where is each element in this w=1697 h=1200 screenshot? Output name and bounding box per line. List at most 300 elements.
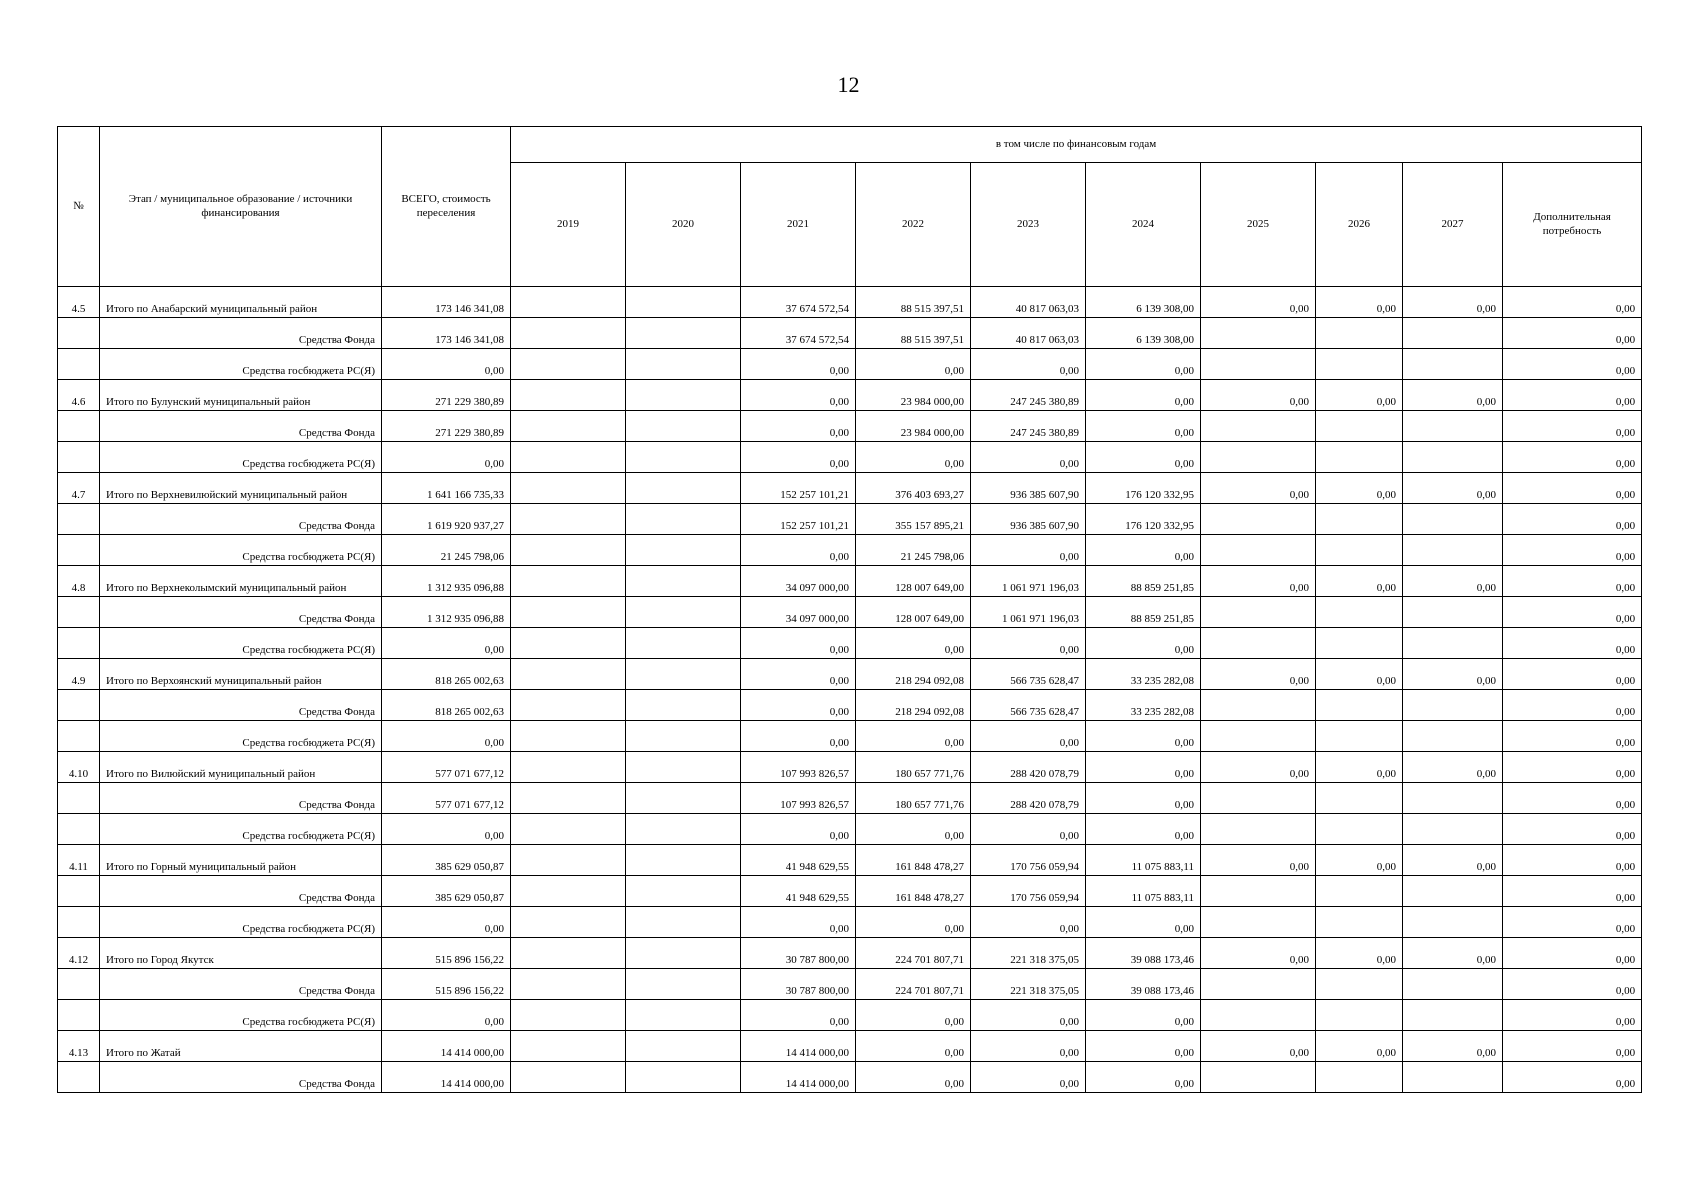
district-total-label: Итого по Город Якутск	[100, 938, 382, 969]
year-value-cell	[626, 411, 741, 442]
table-row	[58, 1062, 1642, 1093]
year-value-cell: 247 245 380,89	[971, 411, 1086, 442]
year-value-cell: 88 515 397,51	[856, 287, 971, 318]
funding-source-label: Средства госбюджета РС(Я)	[100, 349, 382, 380]
year-value-cell	[511, 380, 626, 411]
table-row	[58, 473, 1642, 504]
total-cost-cell: 271 229 380,89	[382, 411, 511, 442]
year-value-cell: 218 294 092,08	[856, 659, 971, 690]
year-value-cell	[626, 1062, 741, 1093]
total-cost-cell: 0,00	[382, 721, 511, 752]
year-value-cell	[626, 380, 741, 411]
year-value-cell: 0,00	[1316, 752, 1403, 783]
year-value-cell: 107 993 826,57	[741, 783, 856, 814]
header-year: 2021	[741, 163, 856, 287]
year-value-cell	[511, 1031, 626, 1062]
funding-source-label: Средства госбюджета РС(Я)	[100, 628, 382, 659]
row-number	[58, 721, 100, 752]
row-number: 4.12	[58, 938, 100, 969]
year-value-cell: 0,00	[1316, 938, 1403, 969]
year-value-cell: 0,00	[741, 380, 856, 411]
funding-source-label: Средства Фонда	[100, 1062, 382, 1093]
year-value-cell	[626, 1031, 741, 1062]
funding-source-label: Средства госбюджета РС(Я)	[100, 907, 382, 938]
row-number: 4.11	[58, 845, 100, 876]
year-value-cell: 0,00	[1503, 907, 1642, 938]
year-value-cell: 0,00	[1403, 566, 1503, 597]
year-value-cell: 6 139 308,00	[1086, 287, 1201, 318]
row-number	[58, 1000, 100, 1031]
year-value-cell	[1403, 783, 1503, 814]
year-value-cell	[626, 969, 741, 1000]
year-value-cell: 1 061 971 196,03	[971, 597, 1086, 628]
total-cost-cell: 14 414 000,00	[382, 1062, 511, 1093]
year-value-cell	[1316, 690, 1403, 721]
row-number	[58, 814, 100, 845]
year-value-cell	[626, 845, 741, 876]
year-value-cell	[511, 969, 626, 1000]
row-number	[58, 876, 100, 907]
year-value-cell: 0,00	[856, 628, 971, 659]
total-cost-cell: 271 229 380,89	[382, 380, 511, 411]
table-row	[58, 659, 1642, 690]
year-value-cell: 0,00	[1201, 1031, 1316, 1062]
year-value-cell: 0,00	[1201, 938, 1316, 969]
year-value-cell: 88 515 397,51	[856, 318, 971, 349]
total-cost-cell: 1 312 935 096,88	[382, 566, 511, 597]
year-value-cell: 0,00	[1503, 938, 1642, 969]
district-total-label: Итого по Вилюйский муниципальный район	[100, 752, 382, 783]
table-row	[58, 318, 1642, 349]
year-value-cell: 170 756 059,94	[971, 845, 1086, 876]
year-value-cell: 0,00	[741, 628, 856, 659]
row-number	[58, 318, 100, 349]
year-value-cell	[626, 535, 741, 566]
year-value-cell: 0,00	[1503, 845, 1642, 876]
year-value-cell: 0,00	[1503, 566, 1642, 597]
year-value-cell: 0,00	[1403, 473, 1503, 504]
year-value-cell: 0,00	[1086, 814, 1201, 845]
year-value-cell: 224 701 807,71	[856, 938, 971, 969]
table-row	[58, 907, 1642, 938]
year-value-cell	[1316, 504, 1403, 535]
year-value-cell	[626, 814, 741, 845]
year-value-cell: 0,00	[1086, 1031, 1201, 1062]
year-value-cell: 0,00	[1086, 1062, 1201, 1093]
header-year: 2022	[856, 163, 971, 287]
year-value-cell: 0,00	[1086, 349, 1201, 380]
year-value-cell	[511, 783, 626, 814]
header-number: №	[58, 127, 100, 287]
year-value-cell: 0,00	[971, 907, 1086, 938]
row-number	[58, 690, 100, 721]
year-value-cell: 88 859 251,85	[1086, 566, 1201, 597]
year-value-cell	[1201, 690, 1316, 721]
year-value-cell	[1403, 969, 1503, 1000]
year-value-cell	[511, 907, 626, 938]
year-value-cell: 288 420 078,79	[971, 752, 1086, 783]
year-value-cell	[626, 349, 741, 380]
total-cost-cell: 1 641 166 735,33	[382, 473, 511, 504]
total-cost-cell: 515 896 156,22	[382, 969, 511, 1000]
year-value-cell: 0,00	[741, 907, 856, 938]
year-value-cell	[1403, 814, 1503, 845]
total-cost-cell: 173 146 341,08	[382, 287, 511, 318]
year-value-cell: 1 061 971 196,03	[971, 566, 1086, 597]
year-value-cell: 0,00	[971, 1031, 1086, 1062]
year-value-cell: 0,00	[1503, 380, 1642, 411]
year-value-cell	[1316, 783, 1403, 814]
table-row	[58, 1031, 1642, 1062]
year-value-cell	[511, 1000, 626, 1031]
year-value-cell: 376 403 693,27	[856, 473, 971, 504]
year-value-cell: 0,00	[1403, 752, 1503, 783]
header-years-group: в том числе по финансовым годам	[511, 127, 1642, 163]
table-row	[58, 504, 1642, 535]
table-row	[58, 690, 1642, 721]
year-value-cell	[1201, 783, 1316, 814]
year-value-cell: 0,00	[1201, 566, 1316, 597]
year-value-cell: 0,00	[1316, 287, 1403, 318]
total-cost-cell: 1 312 935 096,88	[382, 597, 511, 628]
total-cost-cell: 0,00	[382, 907, 511, 938]
year-value-cell: 221 318 375,05	[971, 969, 1086, 1000]
year-value-cell: 0,00	[1403, 380, 1503, 411]
year-value-cell: 566 735 628,47	[971, 659, 1086, 690]
year-value-cell: 0,00	[1201, 380, 1316, 411]
year-value-cell: 14 414 000,00	[741, 1062, 856, 1093]
year-value-cell: 566 735 628,47	[971, 690, 1086, 721]
year-value-cell: 40 817 063,03	[971, 287, 1086, 318]
year-value-cell: 0,00	[1503, 597, 1642, 628]
year-value-cell: 0,00	[1503, 1062, 1642, 1093]
year-value-cell	[1201, 969, 1316, 1000]
total-cost-cell: 0,00	[382, 442, 511, 473]
year-value-cell: 0,00	[741, 690, 856, 721]
year-value-cell	[511, 814, 626, 845]
total-cost-cell: 577 071 677,12	[382, 783, 511, 814]
year-value-cell: 0,00	[1316, 1031, 1403, 1062]
year-value-cell: 0,00	[1503, 442, 1642, 473]
year-value-cell: 0,00	[1086, 907, 1201, 938]
row-number	[58, 442, 100, 473]
table-row	[58, 442, 1642, 473]
year-value-cell	[626, 752, 741, 783]
year-value-cell: 37 674 572,54	[741, 287, 856, 318]
table-row	[58, 1000, 1642, 1031]
year-value-cell	[511, 442, 626, 473]
year-value-cell: 41 948 629,55	[741, 845, 856, 876]
year-value-cell	[1201, 504, 1316, 535]
year-value-cell: 224 701 807,71	[856, 969, 971, 1000]
year-value-cell	[1201, 535, 1316, 566]
year-value-cell	[1316, 721, 1403, 752]
year-value-cell: 0,00	[971, 1062, 1086, 1093]
table-row	[58, 876, 1642, 907]
year-value-cell	[1403, 597, 1503, 628]
year-value-cell: 0,00	[1503, 1000, 1642, 1031]
table-row	[58, 938, 1642, 969]
row-number: 4.8	[58, 566, 100, 597]
year-value-cell: 14 414 000,00	[741, 1031, 856, 1062]
year-value-cell	[626, 504, 741, 535]
year-value-cell: 152 257 101,21	[741, 504, 856, 535]
total-cost-cell: 385 629 050,87	[382, 845, 511, 876]
funding-source-label: Средства госбюджета РС(Я)	[100, 535, 382, 566]
year-value-cell: 161 848 478,27	[856, 876, 971, 907]
year-value-cell: 176 120 332,95	[1086, 504, 1201, 535]
year-value-cell	[1201, 318, 1316, 349]
year-value-cell	[1403, 504, 1503, 535]
year-value-cell: 218 294 092,08	[856, 690, 971, 721]
row-number: 4.7	[58, 473, 100, 504]
year-value-cell: 170 756 059,94	[971, 876, 1086, 907]
year-value-cell: 161 848 478,27	[856, 845, 971, 876]
year-value-cell	[626, 876, 741, 907]
year-value-cell	[1403, 349, 1503, 380]
district-total-label: Итого по Верхневилюйский муниципальный район	[100, 473, 382, 504]
year-value-cell: 0,00	[1403, 659, 1503, 690]
year-value-cell	[1316, 442, 1403, 473]
year-value-cell: 0,00	[1503, 752, 1642, 783]
header-year: 2027	[1403, 163, 1503, 287]
year-value-cell: 0,00	[1503, 349, 1642, 380]
year-value-cell: 33 235 282,08	[1086, 659, 1201, 690]
year-value-cell: 0,00	[1086, 721, 1201, 752]
year-value-cell: 0,00	[741, 535, 856, 566]
year-value-cell: 0,00	[971, 721, 1086, 752]
year-value-cell: 0,00	[1503, 504, 1642, 535]
header-year: 2024	[1086, 163, 1201, 287]
year-value-cell	[1316, 349, 1403, 380]
year-value-cell	[1316, 628, 1403, 659]
year-value-cell	[511, 597, 626, 628]
year-value-cell: 40 817 063,03	[971, 318, 1086, 349]
year-value-cell: 288 420 078,79	[971, 783, 1086, 814]
funding-source-label: Средства Фонда	[100, 411, 382, 442]
total-cost-cell: 1 619 920 937,27	[382, 504, 511, 535]
year-value-cell: 0,00	[1086, 783, 1201, 814]
funding-source-label: Средства госбюджета РС(Я)	[100, 721, 382, 752]
year-value-cell: 0,00	[1086, 1000, 1201, 1031]
year-value-cell	[626, 628, 741, 659]
year-value-cell: 88 859 251,85	[1086, 597, 1201, 628]
financing-table	[57, 126, 1642, 1093]
year-value-cell	[626, 783, 741, 814]
year-value-cell: 0,00	[1086, 535, 1201, 566]
row-number: 4.6	[58, 380, 100, 411]
table-row	[58, 783, 1642, 814]
funding-source-label: Средства Фонда	[100, 969, 382, 1000]
year-value-cell	[626, 907, 741, 938]
row-number	[58, 349, 100, 380]
year-value-cell: 23 984 000,00	[856, 380, 971, 411]
row-number	[58, 907, 100, 938]
year-value-cell: 0,00	[1086, 411, 1201, 442]
year-value-cell: 39 088 173,46	[1086, 969, 1201, 1000]
table-row	[58, 721, 1642, 752]
total-cost-cell: 577 071 677,12	[382, 752, 511, 783]
year-value-cell: 0,00	[1086, 628, 1201, 659]
year-value-cell	[511, 721, 626, 752]
year-value-cell: 21 245 798,06	[856, 535, 971, 566]
year-value-cell	[1403, 411, 1503, 442]
year-value-cell	[511, 876, 626, 907]
year-value-cell	[511, 287, 626, 318]
year-value-cell: 0,00	[1503, 783, 1642, 814]
year-value-cell	[511, 318, 626, 349]
table-row	[58, 349, 1642, 380]
year-value-cell	[626, 566, 741, 597]
year-value-cell: 0,00	[1503, 473, 1642, 504]
funding-source-label: Средства Фонда	[100, 504, 382, 535]
row-number	[58, 628, 100, 659]
year-value-cell: 0,00	[1503, 1031, 1642, 1062]
year-value-cell	[511, 566, 626, 597]
year-value-cell	[1403, 1000, 1503, 1031]
district-total-label: Итого по Булунский муниципальный район	[100, 380, 382, 411]
year-value-cell	[511, 504, 626, 535]
year-value-cell: 0,00	[971, 349, 1086, 380]
year-value-cell: 0,00	[1201, 659, 1316, 690]
year-value-cell	[626, 597, 741, 628]
row-number: 4.5	[58, 287, 100, 318]
year-value-cell	[511, 411, 626, 442]
year-value-cell	[1201, 411, 1316, 442]
year-value-cell	[1201, 876, 1316, 907]
year-value-cell: 0,00	[1503, 814, 1642, 845]
funding-source-label: Средства госбюджета РС(Я)	[100, 1000, 382, 1031]
year-value-cell: 221 318 375,05	[971, 938, 1086, 969]
year-value-cell	[511, 535, 626, 566]
year-value-cell: 0,00	[1503, 287, 1642, 318]
year-value-cell	[626, 690, 741, 721]
year-value-cell: 0,00	[1503, 659, 1642, 690]
total-cost-cell: 0,00	[382, 1000, 511, 1031]
year-value-cell: 0,00	[1201, 845, 1316, 876]
year-value-cell: 11 075 883,11	[1086, 845, 1201, 876]
year-value-cell: 0,00	[971, 442, 1086, 473]
year-value-cell: 37 674 572,54	[741, 318, 856, 349]
year-value-cell: 180 657 771,76	[856, 783, 971, 814]
year-value-cell	[1201, 907, 1316, 938]
year-value-cell: 0,00	[1201, 752, 1316, 783]
year-value-cell	[511, 690, 626, 721]
year-value-cell	[511, 473, 626, 504]
funding-source-label: Средства Фонда	[100, 318, 382, 349]
total-cost-cell: 385 629 050,87	[382, 876, 511, 907]
header-year: Дополнительная потребность	[1503, 163, 1642, 287]
header-year: 2026	[1316, 163, 1403, 287]
year-value-cell	[511, 752, 626, 783]
year-value-cell: 0,00	[1086, 752, 1201, 783]
year-value-cell: 0,00	[1403, 938, 1503, 969]
year-value-cell	[511, 659, 626, 690]
district-total-label: Итого по Верхоянский муниципальный район	[100, 659, 382, 690]
year-value-cell: 34 097 000,00	[741, 597, 856, 628]
year-value-cell: 0,00	[971, 628, 1086, 659]
year-value-cell: 0,00	[1403, 1031, 1503, 1062]
total-cost-cell: 173 146 341,08	[382, 318, 511, 349]
year-value-cell	[1201, 349, 1316, 380]
year-value-cell: 0,00	[1503, 969, 1642, 1000]
year-value-cell: 152 257 101,21	[741, 473, 856, 504]
funding-source-label: Средства Фонда	[100, 597, 382, 628]
year-value-cell: 936 385 607,90	[971, 473, 1086, 504]
row-number	[58, 411, 100, 442]
table-row	[58, 752, 1642, 783]
year-value-cell	[1201, 721, 1316, 752]
year-value-cell: 0,00	[741, 721, 856, 752]
row-number: 4.10	[58, 752, 100, 783]
year-value-cell: 0,00	[1503, 628, 1642, 659]
table-row	[58, 380, 1642, 411]
year-value-cell	[1403, 721, 1503, 752]
year-value-cell: 0,00	[856, 442, 971, 473]
year-value-cell	[511, 1062, 626, 1093]
year-value-cell	[1316, 1062, 1403, 1093]
total-cost-cell: 0,00	[382, 628, 511, 659]
year-value-cell: 0,00	[1403, 845, 1503, 876]
year-value-cell	[626, 938, 741, 969]
year-value-cell: 0,00	[741, 442, 856, 473]
year-value-cell: 0,00	[1503, 690, 1642, 721]
row-number: 4.9	[58, 659, 100, 690]
funding-source-label: Средства госбюджета РС(Я)	[100, 442, 382, 473]
year-value-cell	[1201, 1062, 1316, 1093]
year-value-cell: 0,00	[741, 349, 856, 380]
year-value-cell: 39 088 173,46	[1086, 938, 1201, 969]
year-value-cell	[626, 287, 741, 318]
year-value-cell: 33 235 282,08	[1086, 690, 1201, 721]
table-row	[58, 814, 1642, 845]
table-row	[58, 969, 1642, 1000]
year-value-cell	[1316, 814, 1403, 845]
table-row	[58, 411, 1642, 442]
total-cost-cell: 818 265 002,63	[382, 659, 511, 690]
year-value-cell: 0,00	[1086, 442, 1201, 473]
table-row	[58, 597, 1642, 628]
year-value-cell: 0,00	[1201, 287, 1316, 318]
year-value-cell	[1316, 411, 1403, 442]
total-cost-cell: 0,00	[382, 349, 511, 380]
district-total-label: Итого по Анабарский муниципальный район	[100, 287, 382, 318]
total-cost-cell: 14 414 000,00	[382, 1031, 511, 1062]
year-value-cell: 0,00	[971, 1000, 1086, 1031]
district-total-label: Итого по Жатай	[100, 1031, 382, 1062]
year-value-cell: 247 245 380,89	[971, 380, 1086, 411]
year-value-cell	[1403, 318, 1503, 349]
header-year: 2020	[626, 163, 741, 287]
year-value-cell: 0,00	[1316, 473, 1403, 504]
year-value-cell: 128 007 649,00	[856, 566, 971, 597]
year-value-cell: 0,00	[1316, 659, 1403, 690]
year-value-cell: 128 007 649,00	[856, 597, 971, 628]
header-total: ВСЕГО, стоимость переселения	[382, 127, 511, 287]
year-value-cell	[626, 473, 741, 504]
table-row	[58, 287, 1642, 318]
row-number	[58, 504, 100, 535]
year-value-cell: 0,00	[856, 907, 971, 938]
year-value-cell	[1316, 318, 1403, 349]
year-value-cell	[511, 938, 626, 969]
year-value-cell: 0,00	[1201, 473, 1316, 504]
year-value-cell: 41 948 629,55	[741, 876, 856, 907]
year-value-cell: 0,00	[971, 814, 1086, 845]
total-cost-cell: 818 265 002,63	[382, 690, 511, 721]
year-value-cell: 34 097 000,00	[741, 566, 856, 597]
year-value-cell: 0,00	[1503, 411, 1642, 442]
